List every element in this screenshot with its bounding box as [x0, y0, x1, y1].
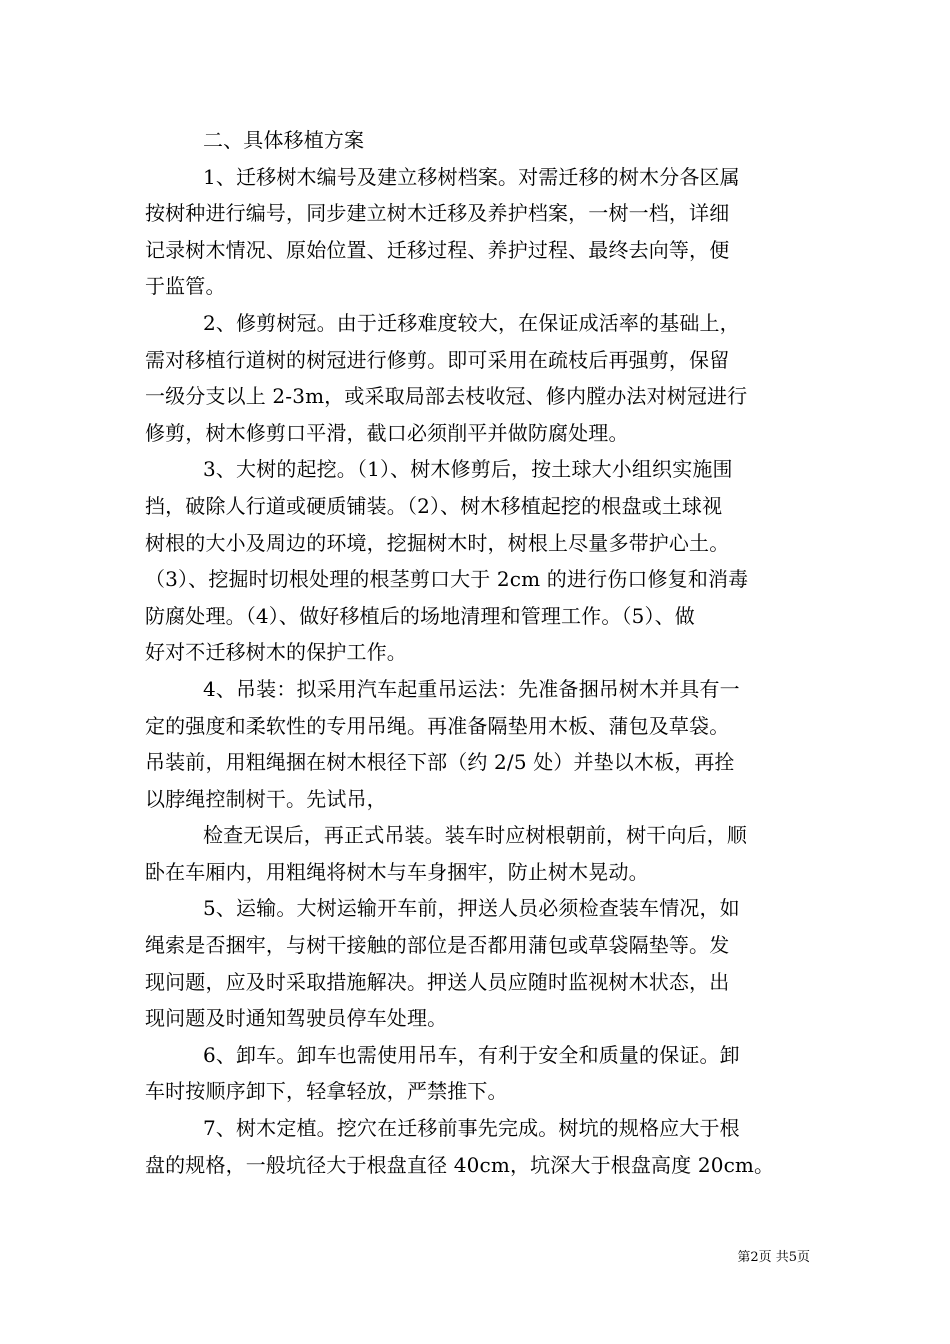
text-line: （3）、挖掘时切根处理的根茎剪口大于 2cm 的进行伤口修复和消毒: [145, 567, 749, 592]
text-line: 现问题，应及时采取措施解决。押送人员应随时监视树木状态，出: [145, 969, 730, 994]
text-line: 好对不迁移树木的保护工作。: [145, 640, 407, 665]
text-line: 定的强度和柔软性的专用吊绳。再准备隔垫用木板、蒲包及草袋。: [145, 713, 730, 738]
text-line: 修剪，树木修剪口平滑，截口必须削平并做防腐处理。: [145, 420, 629, 445]
document-body: [145, 122, 807, 1183]
text-line: 绳索是否捆牢，与树干接触的部位是否都用蒲包或草袋隔垫等。发: [145, 933, 730, 958]
text-line: 现问题及时通知驾驶员停车处理。: [145, 1006, 448, 1031]
text-line: 挡，破除人行道或硬质铺装。（2）、树木移植起挖的根盘或土球视: [145, 493, 723, 518]
text-line: 卧在车厢内，用粗绳将树木与车身捆牢，防止树木晃动。: [145, 859, 649, 884]
text-line: 1、迁移树木编号及建立移树档案。对需迁移的树木分各区属: [203, 164, 740, 189]
page-number: 第2页 共5页: [737, 1250, 810, 1265]
text-line: 树根的大小及周边的环境，挖掘树木时，树根上尽量多带护心土。: [145, 530, 730, 555]
text-line: 于监管。: [145, 274, 226, 299]
text-line: 需对移植行道树的树冠进行修剪。即可采用在疏枝后再强剪，保留: [145, 347, 730, 372]
text-line: 检查无误后，再正式吊装。装车时应树根朝前，树干向后，顺: [203, 823, 748, 848]
text-line: 吊装前，用粗绳捆在树木根径下部（约 2/5 处）并垫以木板，再拴: [145, 750, 735, 775]
text-line: 防腐处理。（4）、做好移植后的场地清理和管理工作。（5）、做: [145, 603, 695, 628]
text-line: 记录树木情况、原始位置、迁移过程、养护过程、最终去向等，便: [145, 237, 730, 262]
text-line: 盘的规格，一般坑径大于根盘直径 40cm，坑深大于根盘高度 20cm。: [145, 1152, 775, 1177]
text-line: 一级分支以上 2-3m，或采取局部去枝收冠、修内膛办法对树冠进行: [145, 384, 748, 409]
text-line: 按树种进行编号，同步建立树木迁移及养护档案，一树一档，详细: [145, 201, 730, 226]
text-line: 4、吊装：拟采用汽车起重吊运法：先准备捆吊树木并具有一: [203, 676, 740, 701]
text-line: 7、树木定植。挖穴在迁移前事先完成。树坑的规格应大于根: [203, 1116, 740, 1141]
text-line: 二、具体移植方案: [203, 128, 365, 152]
text-line: 2、修剪树冠。由于迁移难度较大，在保证成活率的基础上，: [203, 310, 740, 335]
text-line: 6、卸车。卸车也需使用吊车，有利于安全和质量的保证。卸: [203, 1042, 740, 1067]
text-line: 车时按顺序卸下，轻拿轻放，严禁推下。: [145, 1079, 508, 1104]
text-line: 5、运输。大树运输开车前，押送人员必须检查装车情况，如: [203, 896, 740, 921]
text-line: 以脖绳控制树干。先试吊，: [145, 786, 387, 811]
text-line: 3、大树的起挖。（1）、树木修剪后，按土球大小组织实施围: [203, 457, 733, 482]
